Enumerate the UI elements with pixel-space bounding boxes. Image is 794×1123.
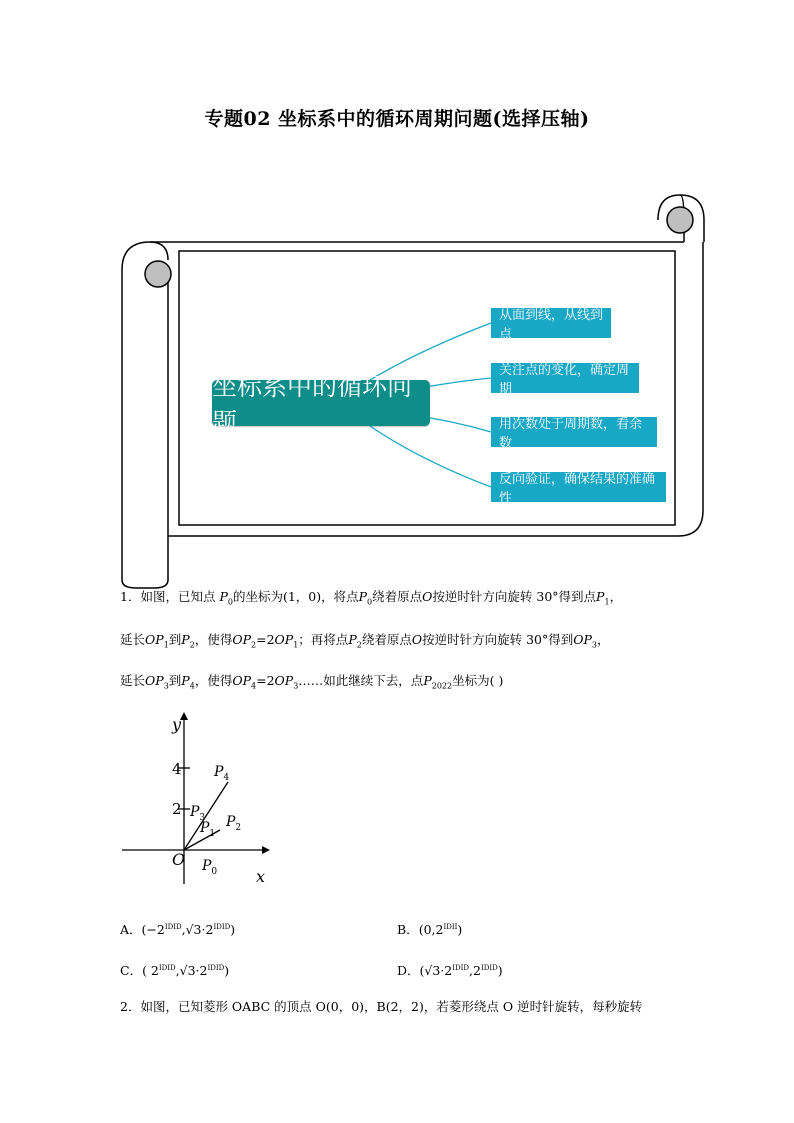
origin-label: O — [172, 850, 186, 869]
axis-y-label: y — [172, 715, 182, 734]
point-p4: $P_4$ — [214, 764, 230, 783]
point-p0: $P_0$ — [202, 858, 218, 877]
point-p2: $P_2$ — [226, 814, 242, 833]
option-d[interactable]: D．$(√3\cdot 2^{IDID},2^{IDID})$ — [397, 963, 503, 978]
option-c[interactable]: C．( $2^{IDID},√3\cdot 2^{IDID}$) — [120, 963, 230, 978]
coordinate-figure — [116, 712, 276, 892]
mindmap-leaf-3: 用次数处于周期数，看余数 — [491, 417, 657, 447]
question-1-line-2: 延长$OP_1$到$P_2$，使得$OP_2=2OP_1$；再将点$P_2$绕着原点O按逆时针方向旋转 30°得到$OP_3$， — [120, 632, 610, 650]
mindmap-leaf-2: 关注点的变化，确定周期 — [491, 363, 639, 393]
point-p3: $P_3$ — [190, 804, 206, 823]
question-1-line-1: 1．如图，已知点 $P_0$的坐标为(1，0)，将点$P_0$绕着原点O按逆时针方向旋转 30°得到点$P_1$， — [120, 589, 623, 607]
question-2: 2．如图，已知菱形 OABC 的顶点 O(0，0)，B(2，2)，若菱形绕点 O 逆时针旋转，每秒旋转 — [120, 999, 643, 1014]
mindmap-root: 坐标系中的循环问题 — [212, 380, 430, 426]
axis-x-label: x — [256, 867, 266, 886]
mindmap-leaf-4: 反向验证，确保结果的准确性 — [491, 472, 666, 502]
tick-4: 4 — [172, 760, 182, 778]
tick-2: 2 — [172, 800, 182, 818]
option-b[interactable]: B．$(0,2^{IDII})$ — [397, 922, 463, 937]
page-title: 专题02 坐标系中的循环周期问题(选择压轴) — [204, 108, 590, 130]
mindmap-leaf-1: 从面到线，从线到点 — [491, 308, 611, 338]
option-a[interactable]: A．$(-2^{IDID},√3\cdot 2^{IDID})$ — [120, 922, 236, 937]
question-1-line-3: 延长$OP_3$到$P_4$，使得$OP_4=2OP_3\dots\dots$如此继续下去，点$P_{2022}$坐标为( ) — [120, 673, 504, 691]
point-p1: $P_1$ — [200, 820, 216, 839]
